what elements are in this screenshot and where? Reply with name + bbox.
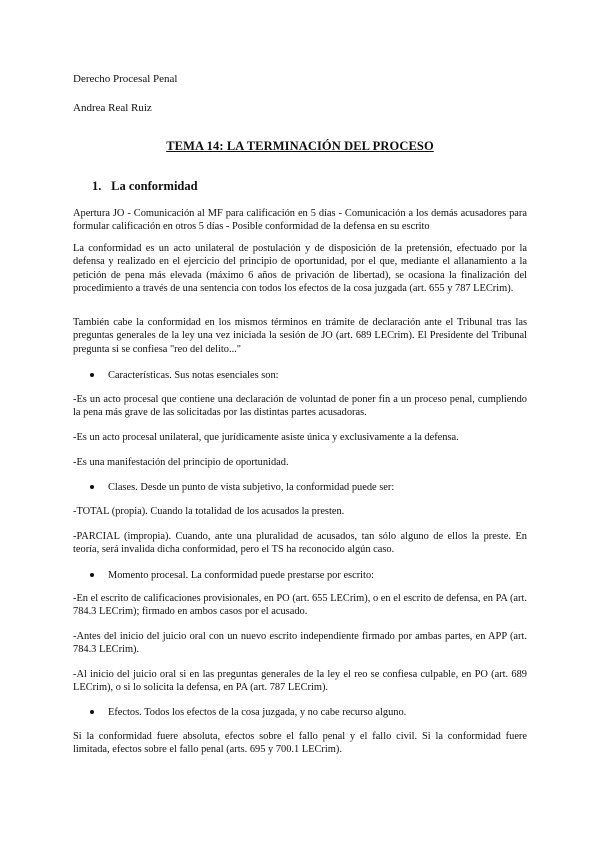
document-title: TEMA 14: LA TERMINACIÓN DEL PROCESO	[166, 139, 434, 153]
paragraph-momento-3: -Al inicio del juicio oral si en las preguntas generales de la ley el reo se confiesa culpable, en PO (art. 689 LECrim), o si lo solicita la defensa, en PA (art. 787 LECrim).	[73, 669, 527, 694]
course-name: Derecho Procesal Penal	[73, 73, 178, 85]
paragraph-characteristic-2: -Es un acto procesal unilateral, que jurídicamente asiste única y exclusivamente a la defensa.	[73, 432, 459, 443]
bullet-text: Momento procesal. La conformidad puede prestarse por escrito:	[108, 570, 375, 581]
bullet-efectos	[90, 706, 527, 719]
paragraph-total: -TOTAL (propia). Cuando la totalidad de los acusados la presten.	[73, 506, 345, 517]
paragraph-definition: La conformidad es un acto unilateral de postulación y de disposición de la pretensión, efectuado por la defensa y realizado en el ejercicio del principio de oportunidad, por el que, mediante el allanamiento a la petición de pena más elevada (máximo 6 años de privación de libertad), se ocasiona la finalización del procedimiento a través de una sentencia con todos los efectos de la cosa juzgada (art. 655 y 787 LECrim).	[73, 243, 527, 295]
bullet-dot-icon	[90, 573, 94, 577]
paragraph-momento-1: -En el escrito de calificaciones provisionales, en PO (art. 655 LECrim), o en el escrito de defensa, en PA (art. 784.3 LECrim); firmado en ambos casos por el acusado.	[73, 593, 527, 618]
bullet-dot-icon	[90, 710, 94, 714]
paragraph-parcial: -PARCIAL (impropia). Cuando, ante una pluralidad de acusados, tan sólo alguno de ellos la preste. En teoría, será invalida dicha conformidad, pero el TS ha reconocido algún caso.	[73, 531, 527, 556]
bullet-text: Características. Sus notas esenciales son:	[108, 370, 279, 381]
paragraph-oral-trial: También cabe la conformidad en los mismos términos en trámite de declaración ante el Tribunal tras las preguntas generales de la ley una vez iniciada la sesión de JO (art. 689 LECrim). El Presidente del Tribunal pregunta si se confiesa "reo del delito..."	[73, 317, 527, 355]
paragraph-characteristic-3: -Es una manifestación del principio de oportunidad.	[73, 457, 289, 468]
paragraph-efectos: Si la conformidad fuere absoluta, efectos sobre el fallo penal y el fallo civil. Si la conformidad fuere limitada, efectos sobre el fallo penal (arts. 695 y 700.1 LECrim).	[73, 731, 527, 756]
bullet-dot-icon	[90, 485, 94, 489]
author-name: Andrea Real Ruiz	[73, 102, 152, 114]
section-heading	[92, 179, 198, 194]
bullet-text: Clases. Desde un punto de vista subjetivo, la conformidad puede ser:	[108, 482, 395, 493]
bullet-caracteristicas	[90, 369, 527, 382]
paragraph-characteristic-1: -Es un acto procesal que contiene una declaración de voluntad de poner fin a un proceso penal, cumpliendo la pena más grave de las solicitadas por las distintas partes acusadoras.	[73, 394, 527, 419]
section-number: 1.	[92, 179, 102, 193]
paragraph-momento-2: -Antes del inicio del juicio oral con un nuevo escrito independiente firmado por ambas partes, en APP (art. 784.3 LECrim).	[73, 631, 527, 656]
bullet-momento-procesal	[90, 569, 527, 582]
bullet-dot-icon	[90, 373, 94, 377]
bullet-clases	[90, 481, 527, 494]
section-label: La conformidad	[111, 179, 198, 193]
bullet-text: Efectos. Todos los efectos de la cosa juzgada, y no cabe recurso alguno.	[108, 707, 407, 718]
paragraph-procedure-flow: Apertura JO - Comunicación al MF para calificación en 5 días - Comunicación a los demás acusadores para formular calificación en otros 5 días - Posible conformidad de la defensa en su escrito	[73, 208, 527, 233]
